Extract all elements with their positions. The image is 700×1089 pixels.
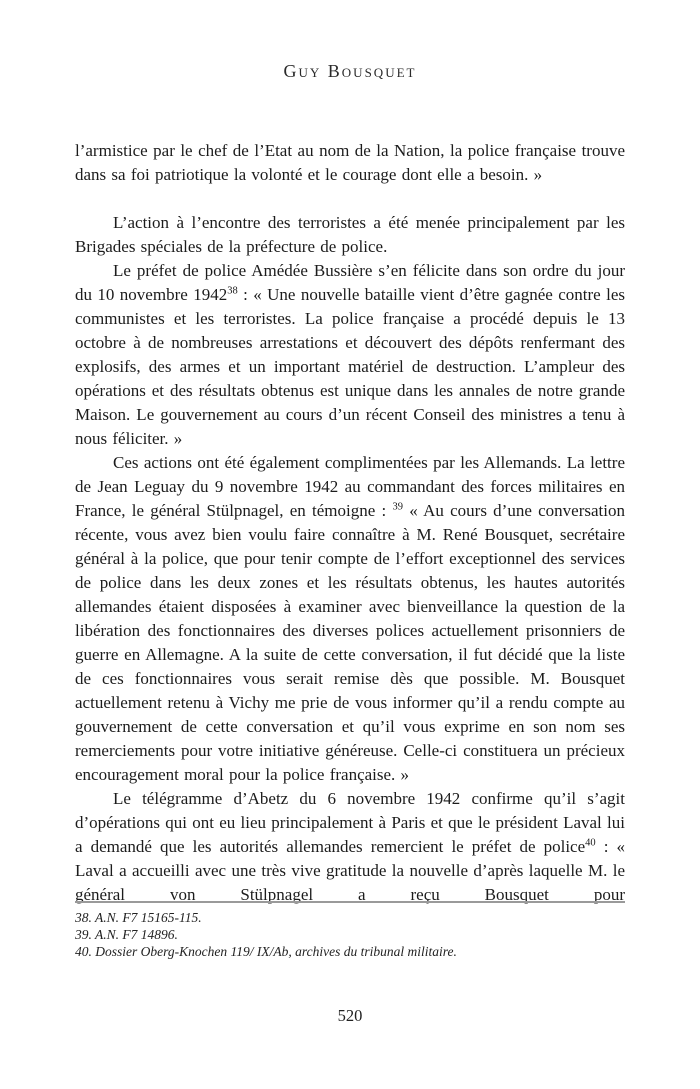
footnote-reference: 39 [392, 501, 404, 513]
footnote-block [75, 901, 625, 960]
paragraph: l’armistice par le chef de l’Etat au nom de la Nation, la police française trouve dans sa foi patriotique la volonté et le courage dont elle a besoin. » [75, 141, 625, 184]
paragraph: Le télégramme d’Abetz du 6 novembre 1942 confirme qu’il s’agit d’opérations qui ont eu lieu principalement à Paris et que le président Laval lui a demandé que les autorités allemandes remercient le préfet de police$^{40}$ : « Laval a accueilli avec une très vive gratitude la nouvelle d’après laquelle M. le général von Stülpnagel a reçu Bousquet pour [75, 789, 625, 904]
footnote-list [75, 909, 625, 960]
footnote: 39. A.N. F7 14896. [75, 927, 178, 942]
running-header: Guy Bousquet [283, 61, 417, 81]
footnote-reference: 40 [585, 837, 596, 849]
paragraph: Le préfet de police Amédée Bussière s’en félicite dans son ordre du jour du 10 novembre 1942$^{38}$ : « Une nouvelle bataille vient d’être gagnée contre les communistes et les terroristes. La police française a procédé depuis le 13 octobre à de nombreuses arrestations et découvert des dépôts renfermant des explosifs, des armes et un important matériel de destruction. L’ampleur des opérations et des résultats obtenus est unique dans les annales de notre grande Maison. Le gouvernement au cours d’un récent Conseil des ministres a tenu à nous féliciter. » [75, 261, 625, 448]
footnote: 40. Dossier Oberg-Knochen 119/ IX/Ab, archives du tribunal militaire. [75, 944, 457, 959]
paragraph: Ces actions ont été également complimentées par les Allemands. La lettre de Jean Leguay du 9 novembre 1942 au commandant des forces militaires en France, le général Stülpnagel, en témoigne : $^{39}$ « Au cours d’une conversation récente, vous avez bien voulu faire connaître à M. René Bousquet, secrétaire général à la police, que pour tenir compte de l’effort exceptionnel des services de police dans les deux zones et les résultats obtenus, les hautes autorités allemandes étaient disposées à examiner avec bienveillance la question de la libération des fonctionnaires des diverses polices actuellement prisonniers de guerre en Allemagne. A la suite de cette conversation, il fut décidé que la liste de ces fonctionnaires vous serait remise dès que possible. M. Bousquet actuellement retenu à Vichy me prie de vous informer qu’il a rendu compte au gouvernement de cette conversation et qu’il vous exprime en son nom ses remerciements pour votre initiative généreuse. Celle-ci constituera un précieux encouragement moral pour la police française. » [75, 453, 625, 784]
body-text [75, 139, 625, 907]
footnote-reference: 38 [227, 285, 238, 297]
page-number: 520 [337, 1006, 363, 1025]
paragraph: L’action à l’encontre des terroristes a été menée principalement par les Brigades spéciales de la préfecture de police. [75, 213, 625, 256]
footnote: 38. A.N. F7 15165-115. [75, 910, 202, 925]
footnote-separator-rule [75, 901, 625, 903]
